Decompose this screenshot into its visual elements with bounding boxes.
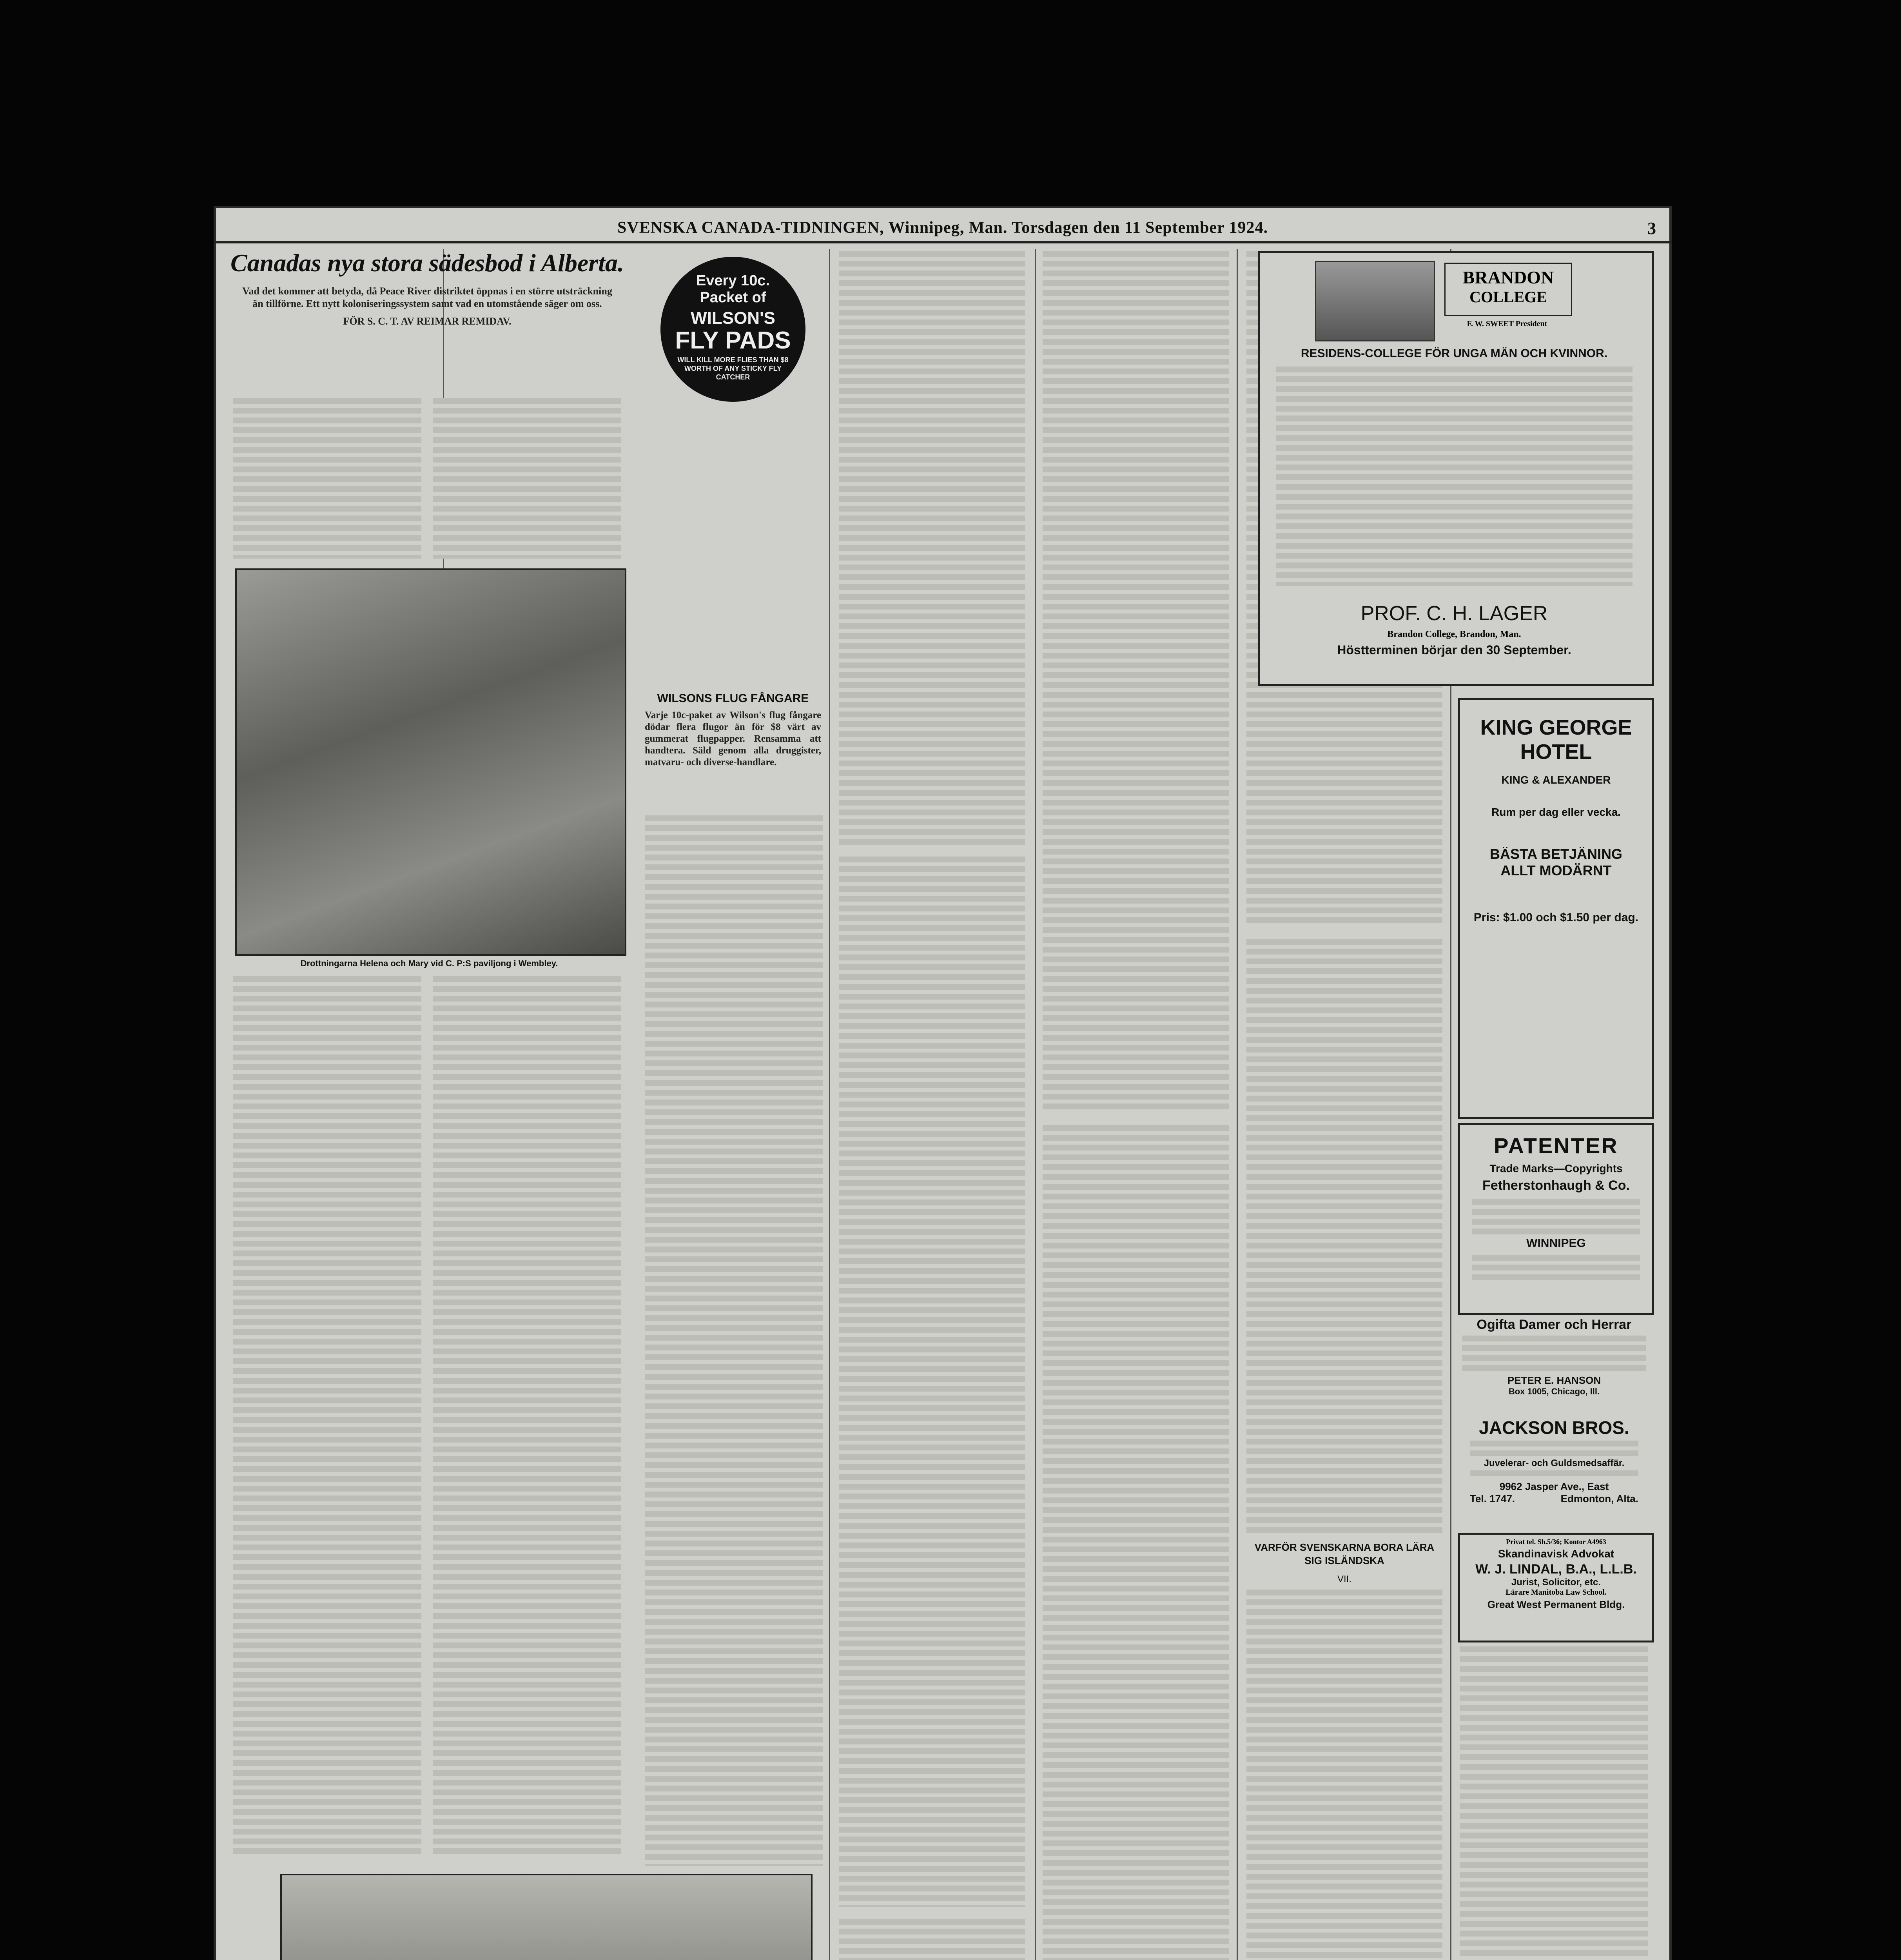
jackson-tel: Tel. 1747.	[1470, 1493, 1515, 1504]
king-george-title1: KING GEORGE	[1480, 716, 1632, 739]
jackson-body-text	[1470, 1470, 1638, 1478]
brandon-logo-word: BRANDON	[1462, 267, 1554, 287]
brandon-logo-word2: COLLEGE	[1469, 288, 1547, 306]
brandon-title: RESIDENS-COLLEGE FÖR UNGA MÄN OCH KVINNOR.	[1301, 347, 1608, 360]
brandon-building-image	[1315, 261, 1435, 341]
varfor-headline: VARFÖR SVENSKARNA BORA LÄRA SIG ISLÄNDSKA	[1254, 1541, 1435, 1566]
flypads-line3: WILSON'S	[691, 309, 775, 328]
king-george-service2: ALLT MODÄRNT	[1500, 862, 1612, 878]
lead-article	[229, 249, 625, 326]
column-text	[839, 251, 1025, 847]
column-text	[1246, 1590, 1442, 1960]
column-rule	[1237, 249, 1238, 1960]
masthead	[214, 214, 1672, 243]
flypads-badge	[660, 257, 805, 402]
brandon-signature: PROF. C. H. LAGER	[1360, 602, 1548, 625]
column-text	[1043, 251, 1229, 1113]
brandon-college-ad	[1258, 251, 1654, 686]
brandon-body-text	[1276, 367, 1633, 586]
masthead-title: SVENSKA CANADA-TIDNINGEN, Winnipeg, Man. Torsdagen den 11 September 1924.	[617, 219, 1268, 237]
lead-body-text	[433, 976, 621, 1858]
lindal-tel: Privat tel. Sh.5/36; Kontor A4963	[1506, 1538, 1606, 1546]
lead-deck: Vad det kommer att betyda, då Peace River distriktet öppnas i en större utsträckning än tillförne. Ett nytt koloniseringssystem samt vad en utomstående säger om oss.	[242, 285, 612, 309]
flypads-line1: Every 10c.	[696, 272, 770, 289]
brandon-logo	[1444, 263, 1572, 316]
lindal-title: Skandinavisk Advokat	[1498, 1548, 1614, 1560]
column-text	[839, 1919, 1025, 1960]
lead-byline: FÖR S. C. T. AV REIMAR REMIDAV.	[343, 316, 512, 327]
ogifta-body-text	[1462, 1336, 1646, 1373]
jackson-body-text	[1470, 1441, 1638, 1456]
lindal-ad	[1458, 1533, 1654, 1642]
flypads-ad	[643, 253, 823, 406]
ogifta-box: Box 1005, Chicago, Ill.	[1508, 1387, 1600, 1396]
lindal-name: W. J. LINDAL, B.A., L.L.B.	[1475, 1562, 1637, 1577]
queens-photo-caption: Drottningarna Helena och Mary vid C. P:S paviljong i Wembley.	[300, 958, 558, 968]
patenter-sub: Trade Marks—Copyrights	[1489, 1162, 1623, 1174]
jackson-title: JACKSON BROS.	[1479, 1417, 1629, 1438]
lead-body-text	[433, 398, 621, 559]
flypads-headline: WILSONS FLUG FÅNGARE	[657, 692, 809, 705]
lead-body-text	[233, 398, 421, 559]
patenter-body-text	[1472, 1199, 1640, 1234]
flypads-line4: FLY PADS	[675, 327, 791, 354]
king-george-title2: HOTEL	[1520, 740, 1592, 764]
patenter-city: WINNIPEG	[1526, 1237, 1586, 1250]
king-george-hotel-ad	[1458, 698, 1654, 1119]
lead-body-text	[233, 976, 421, 1858]
jackson-city: Edmonton, Alta.	[1560, 1493, 1638, 1504]
column-text	[645, 815, 823, 1866]
lead-headline: Canadas nya stora sädesbod i Alberta.	[230, 249, 624, 277]
stagecoach-photo	[280, 1874, 813, 1960]
patenter-body-text	[1472, 1255, 1640, 1282]
lindal-role: Jurist, Solicitor, etc.	[1511, 1577, 1601, 1588]
newspaper-page	[214, 206, 1672, 1960]
patenter-ad	[1458, 1123, 1654, 1315]
column-text	[1246, 939, 1442, 1535]
flypads-body: Varje 10c-paket av Wilson's flug fångare dödar flera flugor än för $8 värt av gummerat flugpapper. Rensamma att handtera. Säld genom alla druggister, matvaru- och diverse-handlare.	[645, 710, 821, 768]
ogifta-title: Ogifta Damer och Herrar	[1477, 1317, 1632, 1332]
column-text	[839, 857, 1025, 1907]
flypads-line2: Packet of	[700, 289, 766, 306]
jackson-address: 9962 Jasper Ave., East	[1499, 1481, 1609, 1492]
king-george-prices: Pris: $1.00 och $1.50 per dag.	[1473, 911, 1639, 924]
king-george-rooms: Rum per dag eller vecka.	[1491, 806, 1621, 818]
ogifta-ad	[1458, 1317, 1650, 1411]
column-rule	[829, 249, 830, 1960]
brandon-address: Brandon College, Brandon, Man.	[1387, 629, 1521, 639]
lindal-building: Great West Permanent Bldg.	[1487, 1599, 1625, 1610]
lindal-school: Lärare Manitoba Law School.	[1506, 1588, 1607, 1597]
varfor-numeral: VII.	[1337, 1574, 1351, 1584]
jackson-ad	[1458, 1417, 1650, 1527]
brandon-president: F. W. SWEET President	[1467, 319, 1547, 328]
king-george-address: KING & ALEXANDER	[1501, 774, 1611, 786]
brandon-term: Höstterminen börjar den 30 September.	[1337, 643, 1571, 657]
page-number: 3	[1647, 219, 1656, 238]
column-text	[1043, 1125, 1229, 1960]
column-text	[1460, 1646, 1648, 1960]
patenter-title: PATENTER	[1494, 1133, 1618, 1158]
jackson-sub: Juvelerar- och Guldsmedsaffär.	[1484, 1458, 1625, 1468]
king-george-service1: BÄSTA BETJÄNING	[1489, 846, 1622, 862]
ogifta-name: PETER E. HANSON	[1507, 1374, 1601, 1386]
patenter-firm: Fetherstonhaugh & Co.	[1482, 1178, 1630, 1193]
flypads-line5: WILL KILL MORE FLIES THAN $8 WORTH OF ANY STICKY FLY CATCHER	[677, 356, 789, 381]
jackson-contact-row	[1458, 1493, 1650, 1505]
column-rule	[1035, 249, 1036, 1960]
queens-photo	[235, 568, 626, 956]
